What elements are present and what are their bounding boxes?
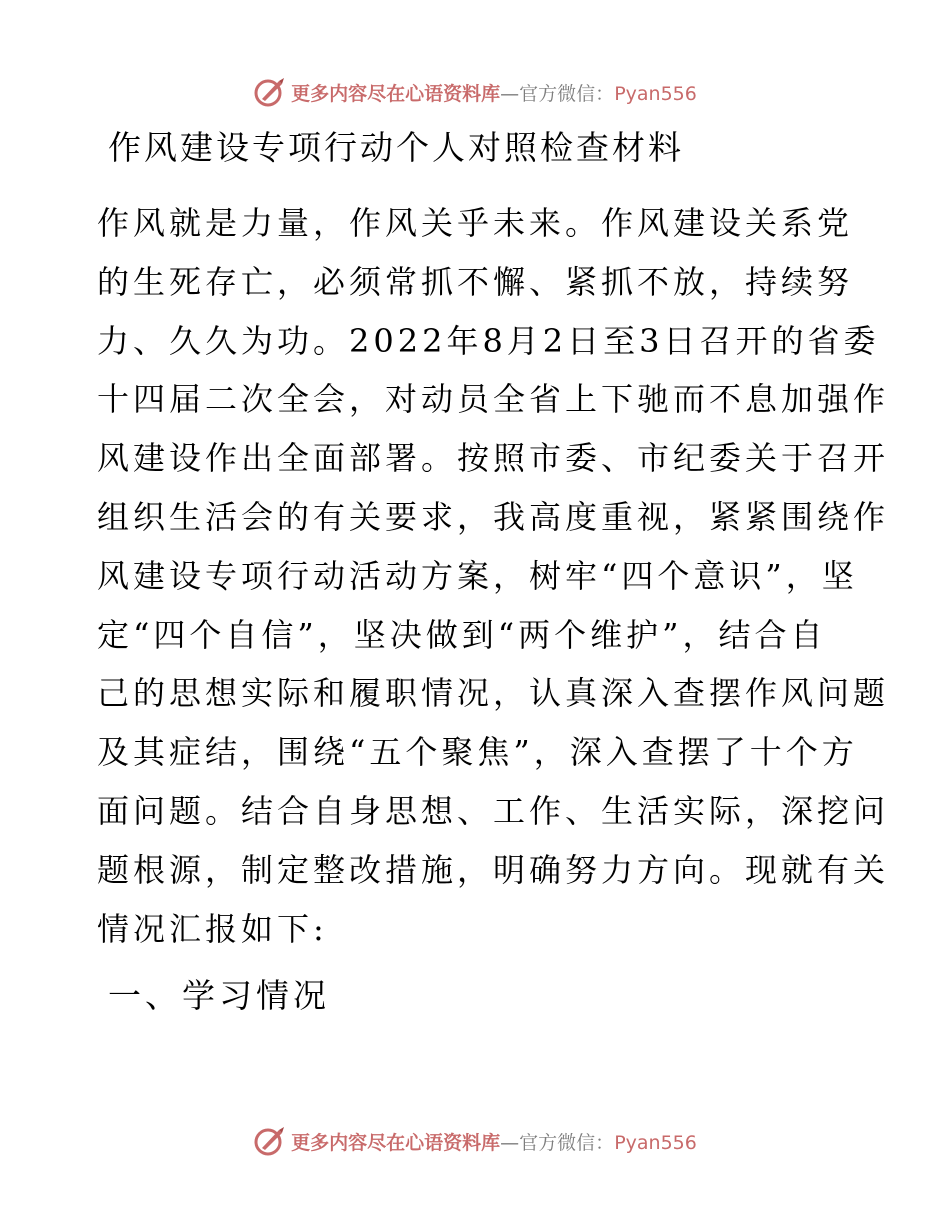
quill-logo-icon bbox=[253, 1124, 287, 1158]
watermark-text bbox=[291, 79, 697, 106]
watermark-id: Pyan556 bbox=[614, 82, 697, 105]
body-line: 及其症结，围绕“五个聚焦”，深入查摆了十个方 bbox=[97, 733, 858, 772]
watermark-separator: — bbox=[500, 82, 520, 105]
watermark-id: Pyan556 bbox=[614, 1131, 697, 1154]
body-line: 风建设专项行动活动方案，树牢“四个意识”，坚 bbox=[97, 556, 858, 595]
body-line: 十四届二次全会，对动员全省上下驰而不息加强作 bbox=[97, 380, 890, 419]
body-line: 作风就是力量，作风关乎未来。作风建设关系党 bbox=[97, 204, 854, 242]
body-line: 己的思想实际和履职情况，认真深入查摆作风问题 bbox=[97, 674, 890, 713]
section-heading: 一、学习情况 bbox=[108, 976, 330, 1015]
body-line: 力、久久为功。2022年8月2日至3日召开的省委 bbox=[97, 321, 880, 360]
watermark-text bbox=[291, 1128, 697, 1155]
body-line: 面问题。结合自身思想、工作、生活实际，深挖问 bbox=[97, 791, 890, 830]
watermark-label: 官方微信： bbox=[519, 1131, 615, 1154]
document-title: 作风建设专项行动个人对照检查材料 bbox=[108, 128, 684, 167]
header-watermark bbox=[0, 72, 950, 112]
watermark-label: 官方微信： bbox=[519, 82, 615, 105]
body-line: 题根源，制定整改措施，明确努力方向。现就有关 bbox=[97, 850, 890, 889]
watermark-brand: 更多内容尽在心语资料库 bbox=[291, 1131, 501, 1154]
footer-watermark bbox=[0, 1121, 950, 1161]
watermark-brand: 更多内容尽在心语资料库 bbox=[291, 82, 501, 105]
body-line: 的生死存亡，必须常抓不懈、紧抓不放，持续努 bbox=[97, 262, 854, 301]
document-body bbox=[97, 194, 890, 958]
body-line: 风建设作出全面部署。按照市委、市纪委关于召开 bbox=[97, 439, 890, 478]
body-line: 组织生活会的有关要求，我高度重视，紧紧围绕作 bbox=[97, 497, 890, 536]
watermark-separator: — bbox=[500, 1131, 520, 1154]
body-line: 定“四个自信”，坚决做到“两个维护”，结合自 bbox=[97, 615, 827, 654]
quill-logo-icon bbox=[253, 75, 287, 109]
body-line: 情况汇报如下: bbox=[97, 909, 328, 948]
